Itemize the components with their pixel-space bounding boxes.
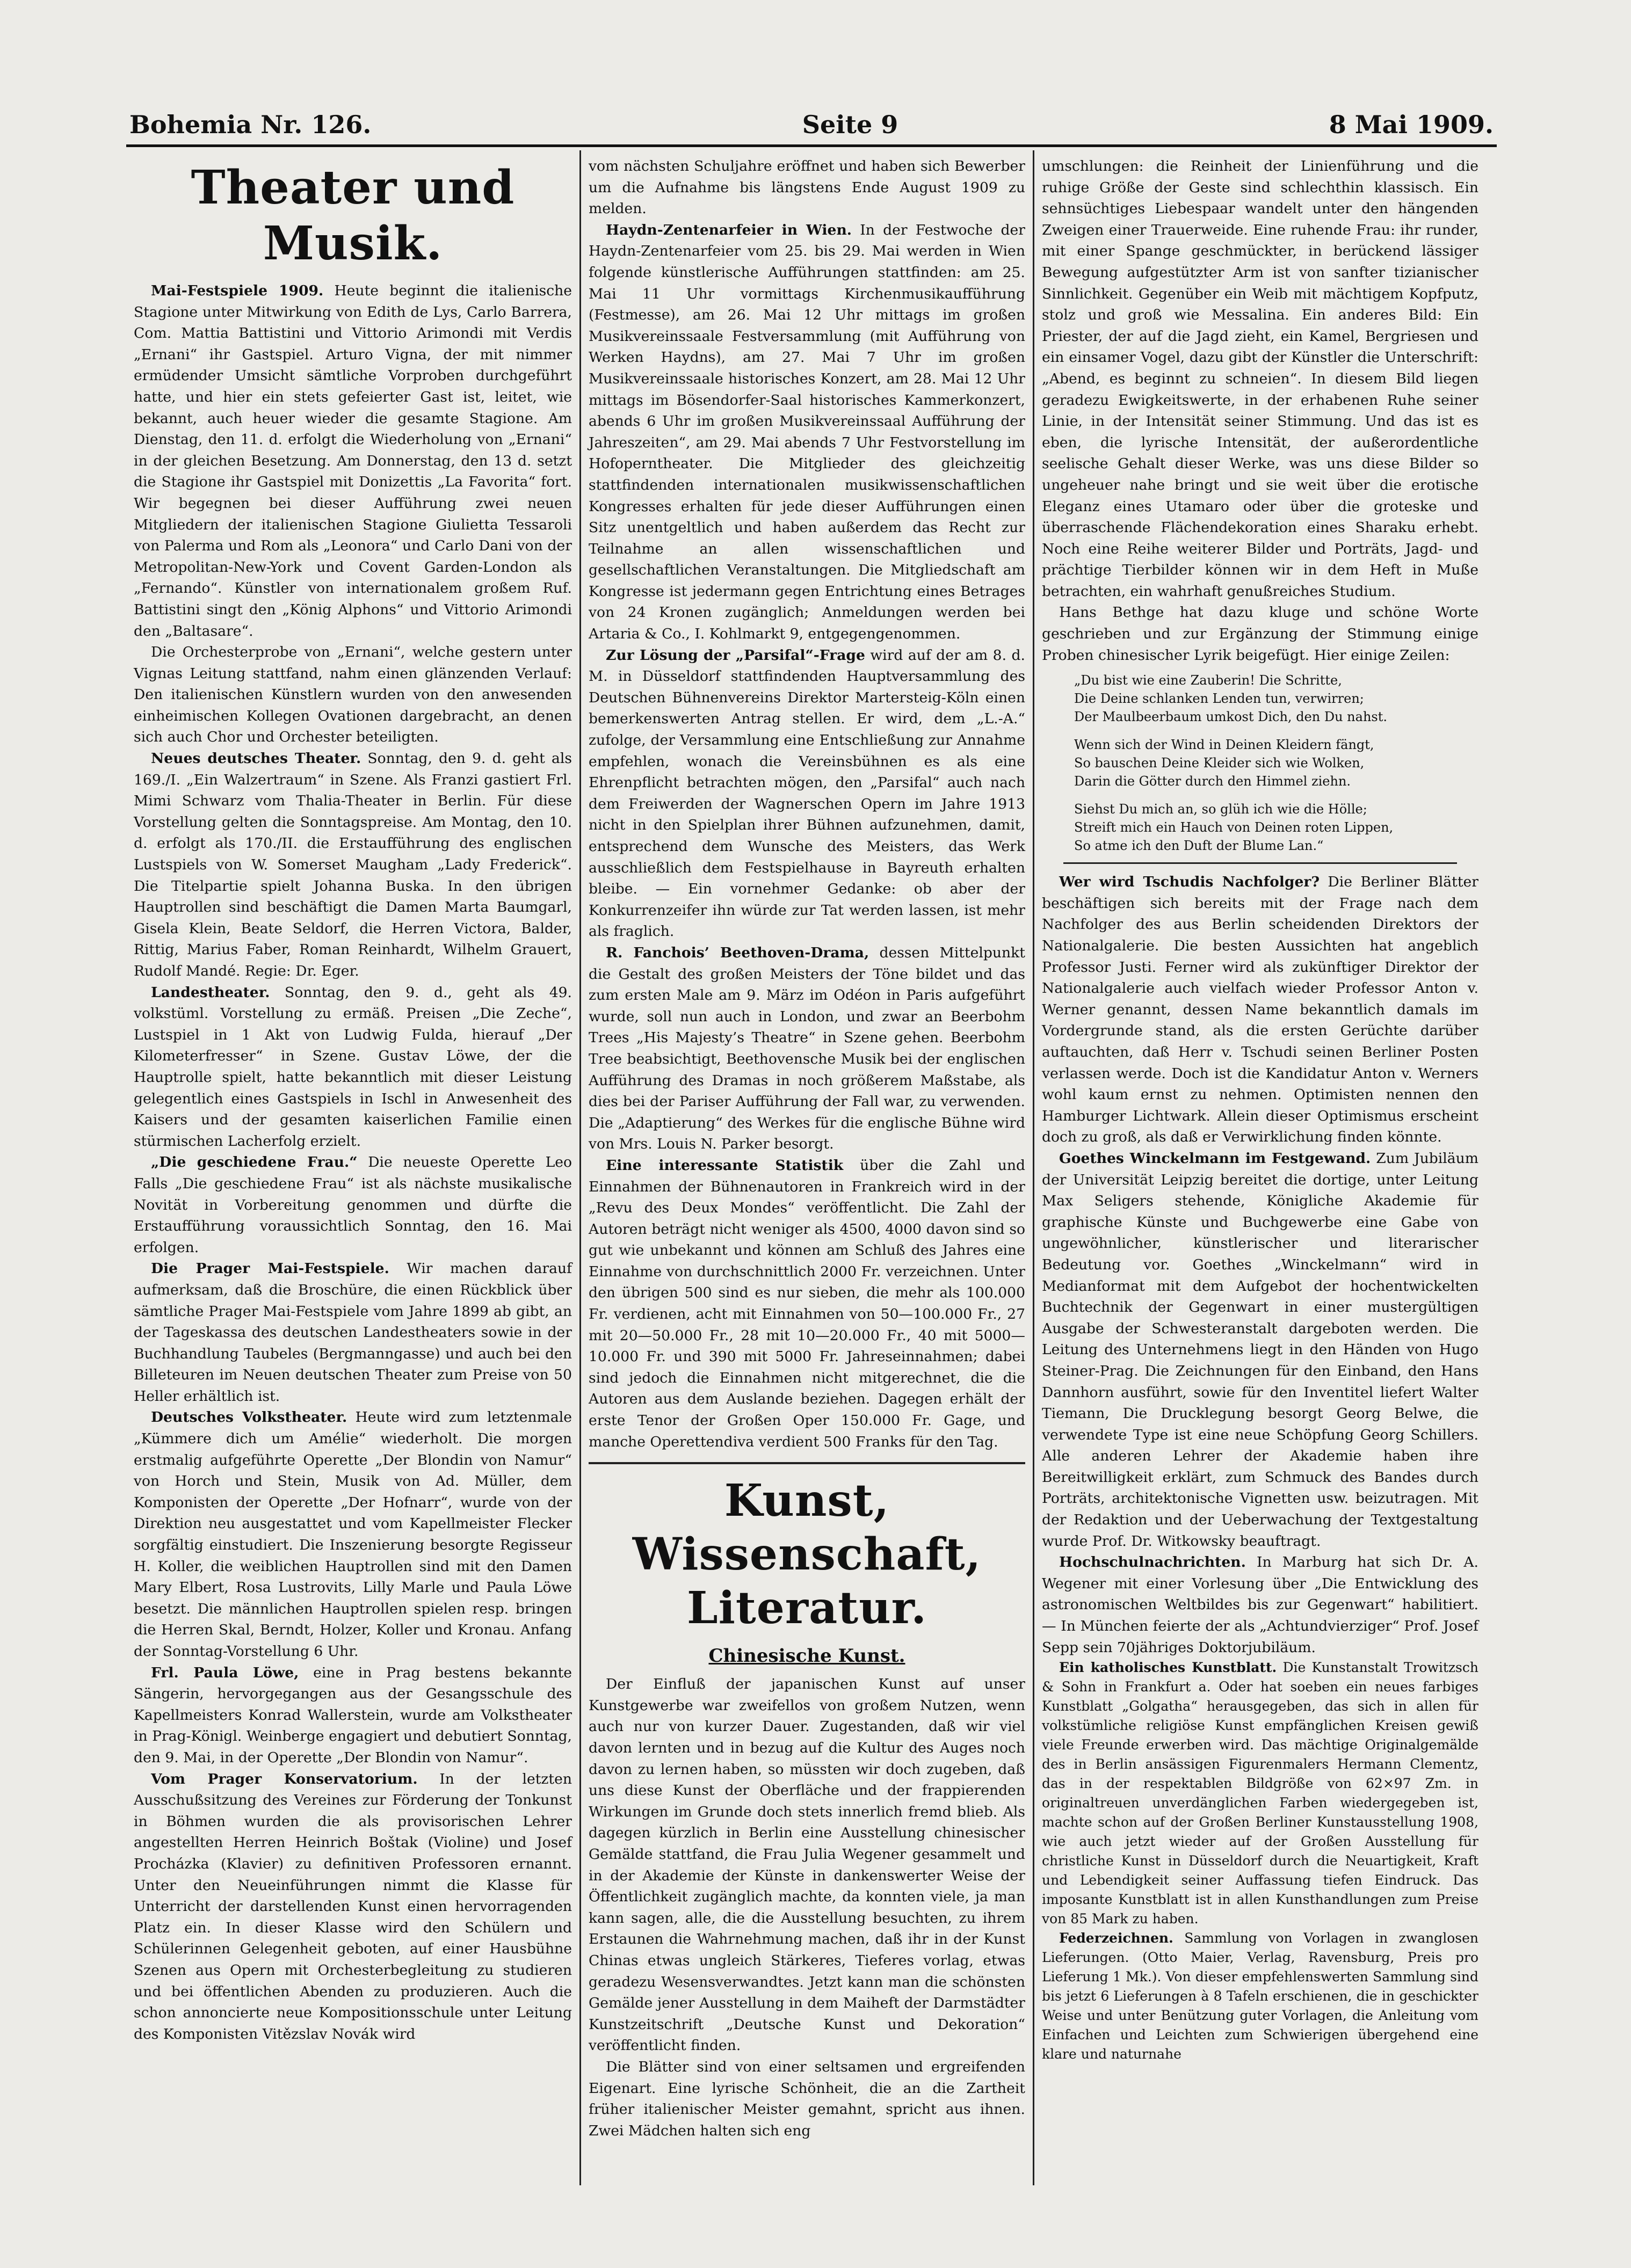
article-text: Die Kunstanstalt Trowitzsch & Sohn in Frankfurt a. Oder hat soeben ein neues farbiges Kunstblatt „Golgatha“ herausgegeben, das sich in allen für volkstümliche religiöse Kunst empfänglichen Kreisen gewiß viele Freunde erwerben wird. Das mächtige Originalgemälde des in Berlin ansässigen Figurenmalers Hermann Clementz, das in der respektablen Bildgröße von 62×97 Zm. in originaltreuen unverdänglichen Farben wiedergegeben ist, machte schon auf der Großen Berliner Kunstausstellung 1908, wie auch jetzt wieder auf der Großen Ausstellung für christliche Kunst in Düsseldorf durch die Neuartigkeit, Kraft und Lebendigkeit seiner Auffassung tiefen Eindruck. Das imposante Kunstblatt ist in allen Kunsthandlungen zum Preise von 85 Mark zu haben. xyxy=(1042,1660,1478,1927)
article-paragraph: Der Einfluß der japanischen Kunst auf unser Kunstgewerbe war zweifellos von großem Nutzen, wenn auch nur von kurzer Dauer. Zugestanden, daß wir viel davon lernten und in bezug auf die Kultur des Auges noch davon zu lernen haben, so müssten wir doch zugeben, daß uns diese Kunst der Oberfläche und der frappierenden Wirkungen im Grunde doch stets innerlich fremd blieb. Als dagegen kürzlich in Berlin eine Ausstellung chinesischer Gemälde stattfand, die Frau Julia Wegener gesammelt und in der Akademie der Künste in dankenswerter Weise der Öffentlichkeit zugänglich machte, da konnten viele, ja man kann sagen, alle, die die Ausstellung besuchten, zu ihrem Erstaunen die Wahrnehmung machen, daß ihr in der Kunst Chinas etwas ungleich Stärkeres, Tieferes vorlag, etwas geradezu Wesensverwandtes. Jetzt kann man die schönsten Gemälde jener Ausstellung in dem Maiheft der Darmstädter Kunstzeitschrift „Deutsche Kunst und Dekoration“ veröffentlicht finden. xyxy=(589,1676,1025,2054)
poem-line: Der Maulbeerbaum umkost Dich, den Du nahst. xyxy=(1074,709,1387,725)
article xyxy=(134,1258,572,1407)
column-2-articles xyxy=(589,220,1025,1452)
article-text: Sonntag, den 9. d. geht als 169./I. „Ein Walzertraum“ in Szene. Als Franzi gastiert Frl. Mimi Schwarz vom Thalia-Theater in Berlin. Für diese Vorstellung gelten die Sonntagspreise. Am Montag, den 10. d. erfolgt als 170./II. die Erstaufführung des englischen Lustspiels von W. Somerset Maugham „Lady Frederick“. Die Titelpartie spielt Johanna Buska. In den übrigen Hauptrollen sind beschäftigt die Damen Marta Baumgarl, Gisela Klein, Beate Seldorf, die Herren Victora, Balder, Rittig, Marius Faber, Roman Reinhardt, Wilhelm Grauert, Rudolf Mandé. Regie: Dr. Eger. xyxy=(134,750,572,979)
divider xyxy=(1063,862,1457,864)
article-text: Heute wird zum letztenmale „Kümmere dich um Amélie“ wiederholt. Die morgen erstmalig aufgeführte Operette „Der Blondin von Namur“ von Horch und Stein, Musik von Ad. Müller, dem Komponisten der Operette „Der Hofnarr“, wurde von der Direktion neu ausgestattet und vom Kapellmeister Flecker sorgfältig einstudiert. Die Inszenierung besorgte Regisseur H. Koller, die weiblichen Hauptrollen sind mit den Damen Mary Elbert, Rosa Lustrovits, Lilly Marle und Paula Löwe besetzt. Die männlichen Hauptrollen spielen resp. bringen die Herren Skal, Berndt, Holzer, Koller und Kronau. Anfang der Sonntag-Vorstellung 6 Uhr. xyxy=(134,1409,572,1660)
poem-line: Wenn sich der Wind in Deinen Kleidern fängt, xyxy=(1074,737,1374,753)
article-text: Die Orchesterprobe von „Ernani“, welche gestern unter Vignas Leitung stattfand, nahm einen glänzenden Verlauf: Den italienischen Künstlern wurden von den anwesenden einheimischen Kollegen Ovationen dargebracht, an denen sich auch Chor und Orchester beteiligten. xyxy=(134,644,572,746)
article xyxy=(134,1662,572,1769)
masthead-date: 8 Mai 1909. xyxy=(1329,110,1494,139)
poem-line: Streift mich ein Hauch von Deinen roten Lippen, xyxy=(1074,820,1394,835)
article-text: Sonntag, den 9. d., geht als 49. volkstüml. Vorstellung zu ermäß. Preisen „Die Zeche“, Lustspiel in 1 Akt von Ludwig Fulda, hierauf „Der Kilometerfresser“ in Szene. Gustav Löwe, der die Hauptrolle spielt, hatte bekanntlich mit dieser Leistung gelegentlich eines Gastspiels in Ischl in Anwesenheit des Kaisers und der gesamten kaiserlichen Familie einen stürmischen Lacherfolg erzielt. xyxy=(134,984,572,1150)
poem-line: Darin die Götter durch den Himmel ziehn. xyxy=(1074,774,1351,789)
article xyxy=(134,748,572,982)
article-heading: Ein katholisches Kunstblatt. xyxy=(1059,1660,1277,1676)
article xyxy=(589,942,1025,1155)
article-heading: R. Fanchois’ Beethoven-Drama, xyxy=(606,944,869,961)
poem-line: „Du bist wie eine Zauberin! Die Schritte, xyxy=(1074,673,1342,688)
article xyxy=(1042,1148,1478,1552)
column-3-articles xyxy=(1042,871,1478,1658)
article-heading: Landestheater. xyxy=(151,984,270,1001)
article xyxy=(1042,1552,1478,1658)
column-1 xyxy=(126,150,579,2185)
masthead xyxy=(126,110,1497,147)
article xyxy=(589,220,1025,645)
article-text: wird auf der am 8. d. M. in Düsseldorf stattfindenden Hauptversammlung des Deutschen Bühnenvereins Direktor Martersteig-Köln einen bemerkenswerten Antrag stellen. Er wird, dem „L.-A.“ zufolge, der Versammlung eine Entschließung zur Annahme empfehlen, wonach die Vereinsbühnen es als eine Ehrenpflicht betrachten mögen, den „Parsifal“ auch nach dem Freiwerden der Wagnerschen Opern im Jahre 1913 nicht in den Spielplan ihrer Bühnen aufzunehmen, damit, entsprechend dem Wunsche des Meisters, das Werk ausschließlich dem Festspielhause in Bayreuth erhalten bleibe. — Ein vornehmer Gedanke: ob aber der Konkurrenzeifer ihn würde zur Tat werden lassen, ist mehr als fraglich. xyxy=(589,646,1025,940)
poem-line: So bauschen Deine Kleider sich wie Wolken, xyxy=(1074,755,1365,771)
columns xyxy=(126,150,1497,2185)
article-heading: Deutsches Volkstheater. xyxy=(151,1409,347,1426)
column-3-intro: umschlungen: die Reinheit der Linienführung und die ruhige Größe der Geste sind schlechthin klassisch. Ein sehnsüchtiges Liebespaar wandelt unter den hängenden Zweigen einer Trauerweide. Eine ruhende Frau: ihr runder, mit einer Spange geschmückter, in berückend lässiger Bewegung aufgestützter Arm ist von sanfter tizianischer Sinnlichkeit. Gegenüber ein Weib mit mächtigem Kopfputz, stolz und groß wie Messalina. Ein anderes Bild: Ein Priester, der auf die Jagd zieht, ein Kamel, Bergriesen und ein einsamer Vogel, dazu gibt der Künstler die Unterschrift: „Abend, es beginnt zu schneien“. In diesem Bild liegen geradezu Ewigkeitswerte, in der erhabenen Ruhe seiner Linie, in der Intensität seiner Stimmung. Und das ist es eben, die lyrische Intensität, der außerordentliche seelische Gehalt dieser Werke, was uns diese Bilder so ungeheuer nahe bringt und sie weit über die erotische Eleganz eines Utamaro oder über die groteske und überraschende Flächendekoration eines Sharaku erhebt. Noch eine Reihe weiterer Bilder und Porträts, Jagd- und prächtige Tierbilder können wir in dem Heft in Muße betrachten, ein wahrhaft genußreiches Studium. xyxy=(1042,158,1478,600)
article xyxy=(134,280,572,642)
article-heading: Haydn-Zentenarfeier in Wien. xyxy=(606,221,852,238)
article-heading: Eine interessante Statistik xyxy=(606,1157,844,1174)
article-heading: Die Prager Mai-Festspiele. xyxy=(151,1260,389,1277)
article-text: In der Festwoche der Haydn-Zentenarfeier vom 25. bis 29. Mai werden in Wien folgende künstlerische Aufführungen stattfinden: am 25. Mai 11 Uhr vormittags Kirchenmusikaufführung (Festmesse), am 26. Mai 12 Uhr mittags im großen Musikvereinssaale Festversammlung (mit Aufführung von Werken Haydns), am 27. Mai 7 Uhr im großen Musikvereinssaale historisches Konzert, am 28. Mai 12 Uhr mittags im Bösendorfer-Saal historisches Kammerkonzert, abends 6 Uhr im großen Musikvereinssaal Aufführung der Jahreszeiten“, am 29. Mai abends 7 Uhr Festvorstellung im Hofoperntheater. Die Mitglieder des gleichzeitig stattfindenden internationalen musikwissenschaftlichen Kongresses erhalten für jede dieser Aufführungen einen Sitz unentgeltlich und haben außerdem das Recht zur Teilnahme an allen wissenschaftlichen und gesellschaftlichen Veranstaltungen. Die Mitgliedschaft am Kongresse ist jedermann gegen Entrichtung eines Betrages von 24 Kronen zugänglich; Anmeldungen werden bei Artaria & Co., I. Kohlmarkt 9, entgegengenommen. xyxy=(589,221,1025,643)
article-heading: Neues deutsches Theater. xyxy=(151,750,361,767)
masthead-page-number: Seite 9 xyxy=(802,110,898,139)
article xyxy=(1042,871,1478,1148)
article xyxy=(134,1407,572,1662)
article-heading: „Die geschiedene Frau.“ xyxy=(151,1154,358,1171)
article-heading: Zur Lösung der „Parsifal“-Frage xyxy=(606,646,865,664)
article-heading: Federzeichnen. xyxy=(1059,1930,1173,1946)
article-heading: Hochschulnachrichten. xyxy=(1059,1554,1246,1571)
article-text: Heute beginnt die italienische Stagione unter Mitwirkung von Edith de Lys, Carlo Barrera, Com. Mattia Battistini und Vittorio Arimondi mit Verdis „Ernani“ ihr Gastspiel. Arturo Vigna, der mit nimmer ermüdender Umsicht sämtliche Vorproben durchgeführt hatte, und hier ein stets gefeierter Gast ist, leitet, wie bekannt, auch heuer wieder die gesamte Stagione. Am Dienstag, den 11. d. erfolgt die Wiederholung von „Ernani“ in der gleichen Besetzung. Am Donnerstag, den 13 d. setzt die Stagione ihr Gastspiel mit Donizettis „La Favorita“ fort. Wir begegnen bei dieser Aufführung zwei neuen Mitgliedern der italienischen Stagione Giulietta Tessaroli von Palerma und Rom als „Leonora“ und Carlo Dani von der Metropolitan-New-York und Covent Garden-London als „Fernando“. Künstler von internationalem großem Ruf. Battistini singt den „König Alphons“ und Vittorio Arimondi den „Baltasare“. xyxy=(134,282,572,639)
article xyxy=(1042,1658,1478,1929)
column-2-intro: vom nächsten Schuljahre eröffnet und haben sich Bewerber um die Aufnahme bis längstens Ende August 1909 zu melden. xyxy=(589,158,1025,217)
column-3-small-articles xyxy=(1042,1658,1478,2064)
article-heading: Goethes Winckelmann im Festgewand. xyxy=(1059,1150,1371,1167)
article-text: eine in Prag bestens bekannte Sängerin, hervorgegangen aus der Gesangsschule des Kapellmeisters Konrad Wallerstein, wurde am Volkstheater in Prag-Königl. Weinberge engagiert und debutiert Sonntag, den 9. Mai, in der Operette „Der Blondin von Namur“. xyxy=(134,1664,572,1766)
article-text: Die Berliner Blätter beschäftigen sich bereits mit der Frage nach dem Nachfolger des aus Berlin scheidenden Direktors der Nationalgalerie. Die besten Aussichten hat angeblich Professor Justi. Ferner wird als zukünftiger Direktor der Nationalgalerie auch vielfach wieder Professor Anton v. Werner genannt, dessen Name bekanntlich damals im Vordergrunde stand, als die ersten Gerüchte darüber auftauchten, daß Herr v. Tschudi seinen Berliner Posten verlassen werde. Doch ist die Kandidatur Anton v. Werners wohl kaum ernst zu nehmen. Optimisten nennen den Hamburger Lichtwark. Allein dieser Optimismus erscheint doch zu groß, als daß er Verwirklichung finden könnte. xyxy=(1042,874,1478,1146)
column-2 xyxy=(579,150,1033,2185)
article-title-chinesische-kunst: Chinesische Kunst. xyxy=(708,1645,905,1667)
article-text: Zum Jubiläum der Universität Leipzig bereitet die dortige, unter Leitung Max Seligers stehende, Königliche Akademie für graphische Künste und Buchgewerbe eine Gabe von ungewöhnlicher, künstlerischer und literarischer Bedeutung vor. Goethes „Winckelmann“ wird in Medianformat mit dem Aufgebot der hochentwickelten Buchtechnik der Gegenwart in einer mustergültigen Ausgabe der Schwesteranstalt dargeboten werden. Die Leitung des Unternehmens liegt in den Händen von Hugo Steiner-Prag. Die Zeichnungen für den Einband, den Hans Dannhorn ausführt, sowie für den Inventitel liefert Walter Tiemann, Die Drucklegung besorgt Georg Belwe, die verwendete Type ist eine neue Schöpfung Georg Schillers. Alle anderen Lehrer der Akademie haben ihre Bereitwilligkeit erklärt, zum Schmuck des Bandes durch Porträts, architektonische Vignetten usw. beizutragen. Mit der Redaktion und der Ueberwachung der Textgestaltung wurde Prof. Dr. Witkowsky beauftragt. xyxy=(1042,1150,1478,1550)
section-title-kunst: Kunst, Wissenschaft, Literatur. xyxy=(589,1462,1025,1635)
poem-line: Die Deine schlanken Lenden tun, verwirren; xyxy=(1074,691,1364,707)
article xyxy=(134,642,572,748)
poem-line: Siehst Du mich an, so glüh ich wie die Hölle; xyxy=(1074,802,1367,817)
column-3 xyxy=(1033,150,1486,2185)
article-heading: Wer wird Tschudis Nachfolger? xyxy=(1059,874,1320,891)
column-1-articles xyxy=(134,280,572,2045)
article-text: dessen Mittelpunkt die Gestalt des großen Meisters der Töne bildet und das zum ersten Male am 9. März im Odéon in Paris aufgeführt wurde, soll nun auch in London, und zwar an Beerbohm Trees „His Majesty’s Theatre“ in Szene gehen. Beerbohm Tree beabsichtigt, Beethovensche Musik bei der englischen Aufführung des Dramas in noch größerem Maßstabe, als dies bei der Pariser Aufführung der Fall war, zu verwenden. Die „Adaptierung“ des Werkes für die englische Bühne wird von Mrs. Louis N. Parker besorgt. xyxy=(589,944,1025,1153)
masthead-issue: Bohemia Nr. 126. xyxy=(129,110,372,139)
article-text: In Marburg hat sich Dr. A. Wegener mit einer Vorlesung über „Die Entwicklung des astronomischen Weltbildes bis zur Gegenwart“ habilitiert. — In München feierte der als „Achtundvierziger“ Prof. Josef Sepp sein 70jähriges Doktorjubiläum. xyxy=(1042,1554,1478,1656)
article xyxy=(134,982,572,1152)
article-text: Sammlung von Vorlagen in zwanglosen Lieferungen. (Otto Maier, Verlag, Ravensburg, Preis pro Lieferung 1 Mk.). Von dieser empfehlenswerten Sammlung sind bis jetzt 6 Lieferungen à 8 Tafeln erschienen, die in geschickter Weise und unter Benützung guter Vorlagen, die Anleitung vom Einfachen und Leichten zum Schwierigen übergehend eine klare und naturnahe xyxy=(1042,1930,1478,2062)
article-text: In der letzten Ausschußsitzung des Vereines zur Förderung der Tonkunst in Böhmen wurden die als provisorischen Lehrer angestellten Herren Heinrich Boštak (Violine) und Josef Procházka (Klavier) zu definitiven Professoren ernannt. Unter den Neueinführungen nimmt die Klasse für Unterricht der darstellenden Kunst einen hervorragenden Platz ein. In dieser Klasse wird den Schülern und Schülerinnen Gelegenheit geboten, auf einer Hausbühne Szenen aus Opern mit Orchesterbegleitung zu studieren und bei öffentlichen Abenden zu produzieren. Auch die schon annoncierte neue Kompositionsschule unter Leitung des Komponisten Vitězslav Novák wird xyxy=(134,1770,572,2042)
article-heading: Mai-Festspiele 1909. xyxy=(151,282,324,299)
article xyxy=(589,1155,1025,1452)
article-text: Wir machen darauf aufmerksam, daß die Broschüre, die einen Rückblick über sämtliche Prager Mai-Festspiele vom Jahre 1899 ab gibt, an der Tageskassa des deutschen Landestheaters sowie in der Buchhandlung Taubeles (Bergmanngasse) und auch bei den Billeteuren im Neuen deutschen Theater zum Preise von 50 Heller erhältlich ist. xyxy=(134,1260,572,1405)
poem xyxy=(1074,671,1478,855)
section-title-theater: Theater und Musik. xyxy=(191,161,515,271)
article-paragraph: Die Blätter sind von einer seltsamen und ergreifenden Eigenart. Eine lyrische Schönheit, die an die Zartheit früher italienischer Meister gemahnt, spricht aus ihnen. Zwei Mädchen halten sich eng xyxy=(589,2058,1025,2139)
poem-line: So atme ich den Duft der Blume Lan.“ xyxy=(1074,838,1324,854)
article-heading: Vom Prager Konservatorium. xyxy=(151,1770,418,1787)
article xyxy=(134,1152,572,1258)
article xyxy=(134,1769,572,2045)
article xyxy=(589,645,1025,942)
article-text: Die neueste Operette Leo Falls „Die geschiedene Frau“ ist als nächste musikalische Novität in Vorbereitung genommen und dürfte die Erstaufführung voraussichtlich Sonntag, den 16. Mai erfolgen. xyxy=(134,1154,572,1256)
article-paragraph-bethge: Hans Bethge hat dazu kluge und schöne Worte geschrieben und zur Ergänzung der Stimmung einige Proben chinesischer Lyrik beigefügt. Hier einige Zeilen: xyxy=(1042,604,1478,664)
article xyxy=(1042,1929,1478,2064)
article-text: über die Zahl und Einnahmen der Bühnenautoren in Frankreich wird in der „Revu des Deux Mondes“ veröffentlicht. Die Zahl der Autoren beträgt nicht weniger als 4500, 4000 davon sind so gut wie unbekannt und können am Schluß des Jahres eine Einnahme von durchschnittlich 2000 Fr. verzeichnen. Unter den übrigen 500 sind es nur sieben, die mehr als 100.000 Fr. verdienen, acht mit Einnahmen von 50—100.000 Fr., 27 mit 20—50.000 Fr., 28 mit 10—20.000 Fr., 40 mit 5000—10.000 Fr. und 390 mit 5000 Fr. Jahreseinnahmen; dabei sind jedoch die Einnahmen nicht mitgerechnet, die die Autoren aus dem Auslande beziehen. Dagegen erhält der erste Tenor der Großen Oper 150.000 Fr. Gage, und manche Operettendiva verdient 500 Franks für den Tag. xyxy=(589,1157,1025,1450)
article-heading: Frl. Paula Löwe, xyxy=(151,1664,299,1681)
